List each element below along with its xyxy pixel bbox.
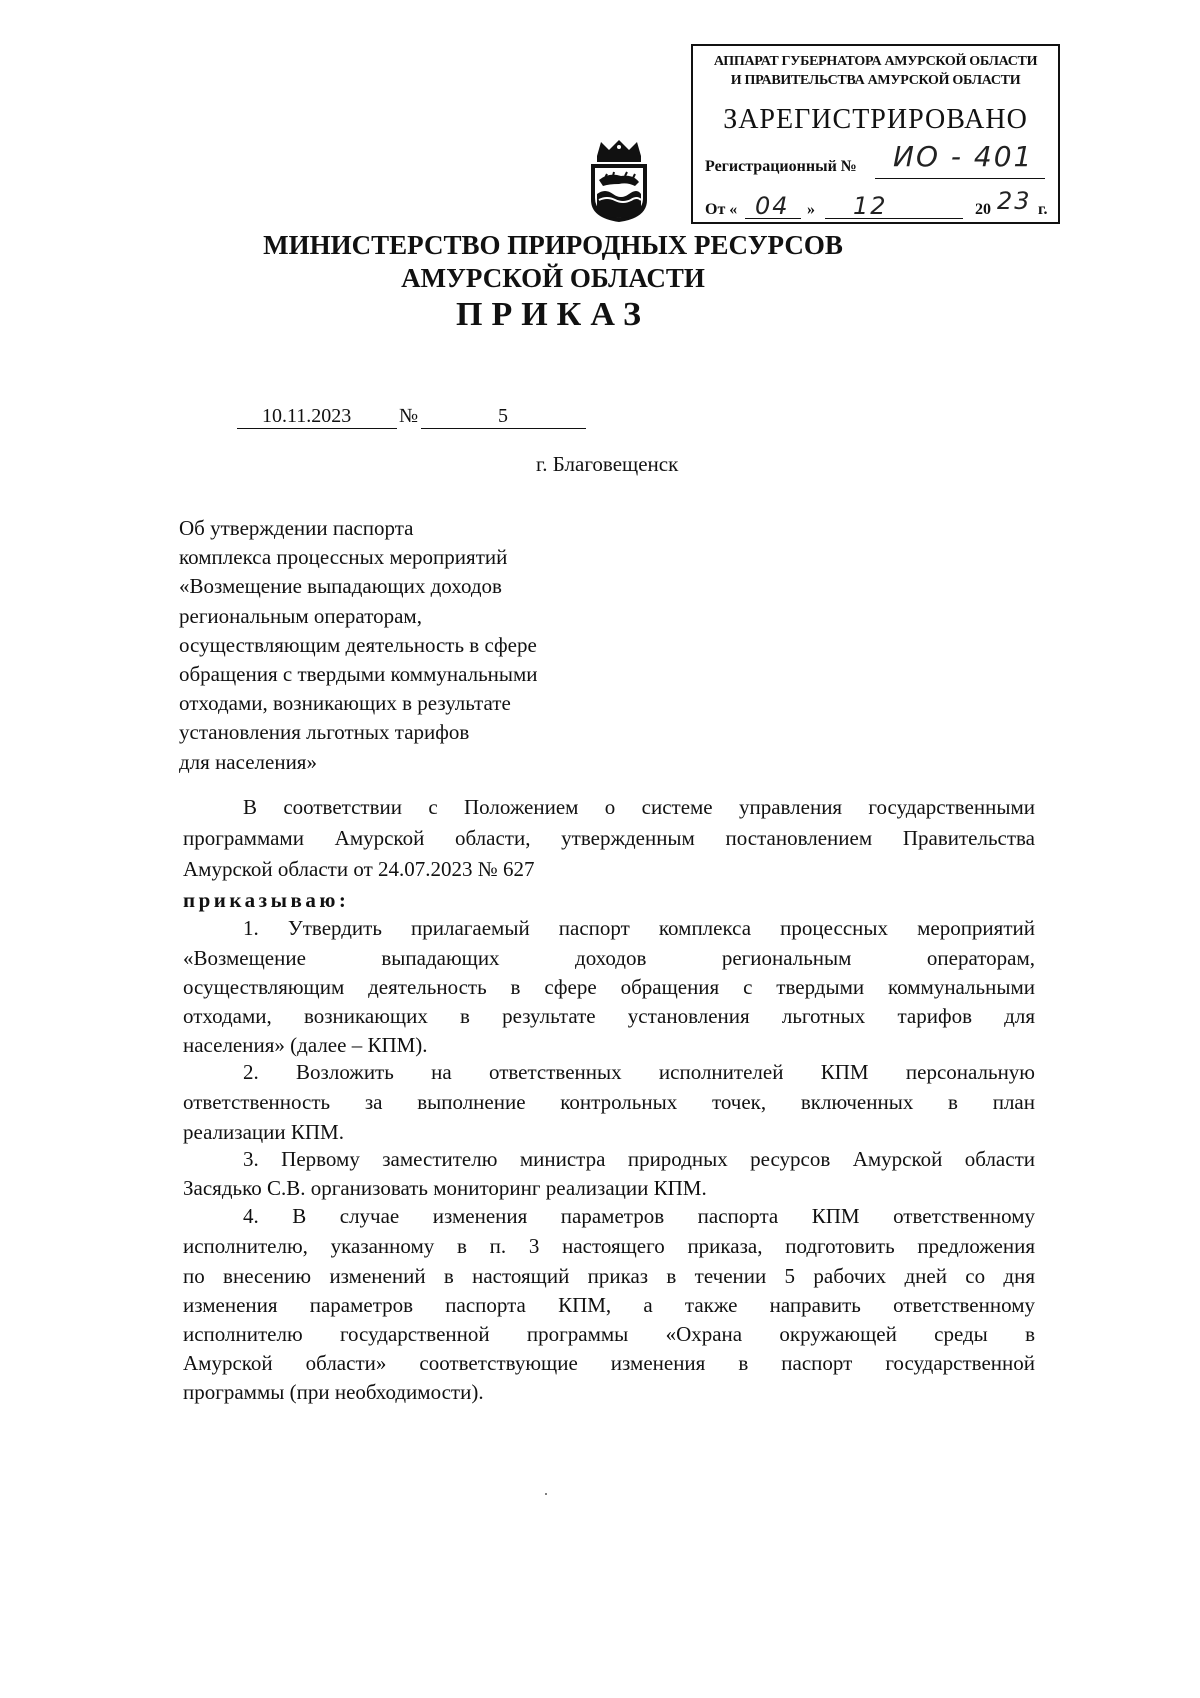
ministry-name-line2: АМУРСКОЙ ОБЛАСТИ <box>401 263 705 293</box>
item4-line: исполнителю государственной программы «Охрана окружающей среды в <box>183 1322 1035 1346</box>
item3-line: Засядько С.В. организовать мониторинг реализации КПМ. <box>183 1176 707 1200</box>
preamble-line: В соответствии с Положением о системе управления государственными <box>243 795 1035 819</box>
item4-line: Амурской области» соответствующие изменения в паспорт государственной <box>183 1351 1035 1375</box>
subject-line: отходами, возникающих в результате <box>179 691 511 716</box>
stamp-from-label: От « <box>705 201 738 218</box>
item1-line: «Возмещение выпадающих доходов региональным операторам, <box>183 946 1035 970</box>
item1-line: отходами, возникающих в результате установления льготных тарифов для <box>183 1004 1035 1028</box>
subject-line: осуществляющим деятельность в сфере <box>179 632 537 657</box>
subject-line: Об утверждении паспорта <box>179 516 414 540</box>
order-title: ПРИКАЗ <box>456 296 650 333</box>
item2-line: реализации КПМ. <box>183 1120 344 1144</box>
preamble-line: программами Амурской области, утвержденным постановлением Правительства <box>183 826 1035 850</box>
item4-line: программы (при необходимости). <box>183 1380 484 1404</box>
amur-region-coat-of-arms-icon <box>583 138 655 224</box>
order-subject <box>179 514 649 777</box>
stamp-org-line2: И ПРАВИТЕЛЬСТВА АМУРСКОЙ ОБЛАСТИ <box>730 73 1021 88</box>
item1-line: населения» (далее – КПМ). <box>183 1033 428 1057</box>
stamp-quote-close: » <box>807 201 815 218</box>
stamp-year-prefix: 20 <box>975 201 991 218</box>
stamp-reg-number-label: Регистрационный № <box>705 158 857 175</box>
order-number-sign: № <box>399 405 419 427</box>
scan-speck <box>545 1493 547 1495</box>
stamp-reg-number-handwritten: ИО - 401 <box>893 140 1034 173</box>
item4-line: по внесению изменений в настоящий приказ в течении 5 рабочих дней со дня <box>183 1264 1035 1288</box>
stamp-registered-title: ЗАРЕГИСТРИРОВАНО <box>723 104 1028 135</box>
preamble-line: Амурской области от 24.07.2023 № 627 <box>183 857 535 881</box>
item4-line: изменения параметров паспорта КПМ, а также направить ответственному <box>183 1293 1035 1317</box>
order-city: г. Благовещенск <box>536 452 679 476</box>
item4-line: исполнителю, указанному в п. 3 настоящего приказа, подготовить предложения <box>183 1234 1035 1258</box>
item1-line: 1. Утвердить прилагаемый паспорт комплекса процессных мероприятий <box>243 916 1035 940</box>
stamp-year-handwritten: 23 <box>997 187 1032 215</box>
subject-line: обращения с твердыми коммунальными <box>179 662 538 687</box>
stamp-day-handwritten: 04 <box>755 192 790 220</box>
item2-line: ответственность за выполнение контрольных точек, включенных в план <box>183 1090 1035 1114</box>
order-word: приказываю: <box>183 888 350 912</box>
registration-stamp <box>691 44 1060 224</box>
subject-line: «Возмещение выпадающих доходов <box>179 574 502 599</box>
order-number: 5 <box>498 405 508 427</box>
ministry-name-line1: МИНИСТЕРСТВО ПРИРОДНЫХ РЕСУРСОВ <box>263 230 843 260</box>
item4-line: 4. В случае изменения параметров паспорта КПМ ответственному <box>243 1204 1035 1228</box>
stamp-org-line1: АППАРАТ ГУБЕРНАТОРА АМУРСКОЙ ОБЛАСТИ <box>713 54 1038 69</box>
subject-line: для населения» <box>179 749 317 774</box>
subject-line: установления льготных тарифов <box>179 720 470 745</box>
subject-line: комплекса процессных мероприятий <box>179 545 508 570</box>
item2-line: 2. Возложить на ответственных исполнителей КПМ персональную <box>243 1060 1035 1084</box>
subject-line: региональным операторам, <box>179 603 422 628</box>
order-date: 10.11.2023 <box>262 405 352 427</box>
stamp-year-mark: г. <box>1038 201 1048 218</box>
order-date-underline <box>237 428 397 429</box>
stamp-reg-number-underline <box>875 178 1045 179</box>
item1-line: осуществляющим деятельность в сфере обращения с твердыми коммунальными <box>183 975 1035 999</box>
order-number-underline <box>421 428 586 429</box>
stamp-month-handwritten: 12 <box>853 192 888 220</box>
item3-line: 3. Первому заместителю министра природных ресурсов Амурской области <box>243 1147 1035 1171</box>
stamp-month-underline <box>825 218 963 219</box>
